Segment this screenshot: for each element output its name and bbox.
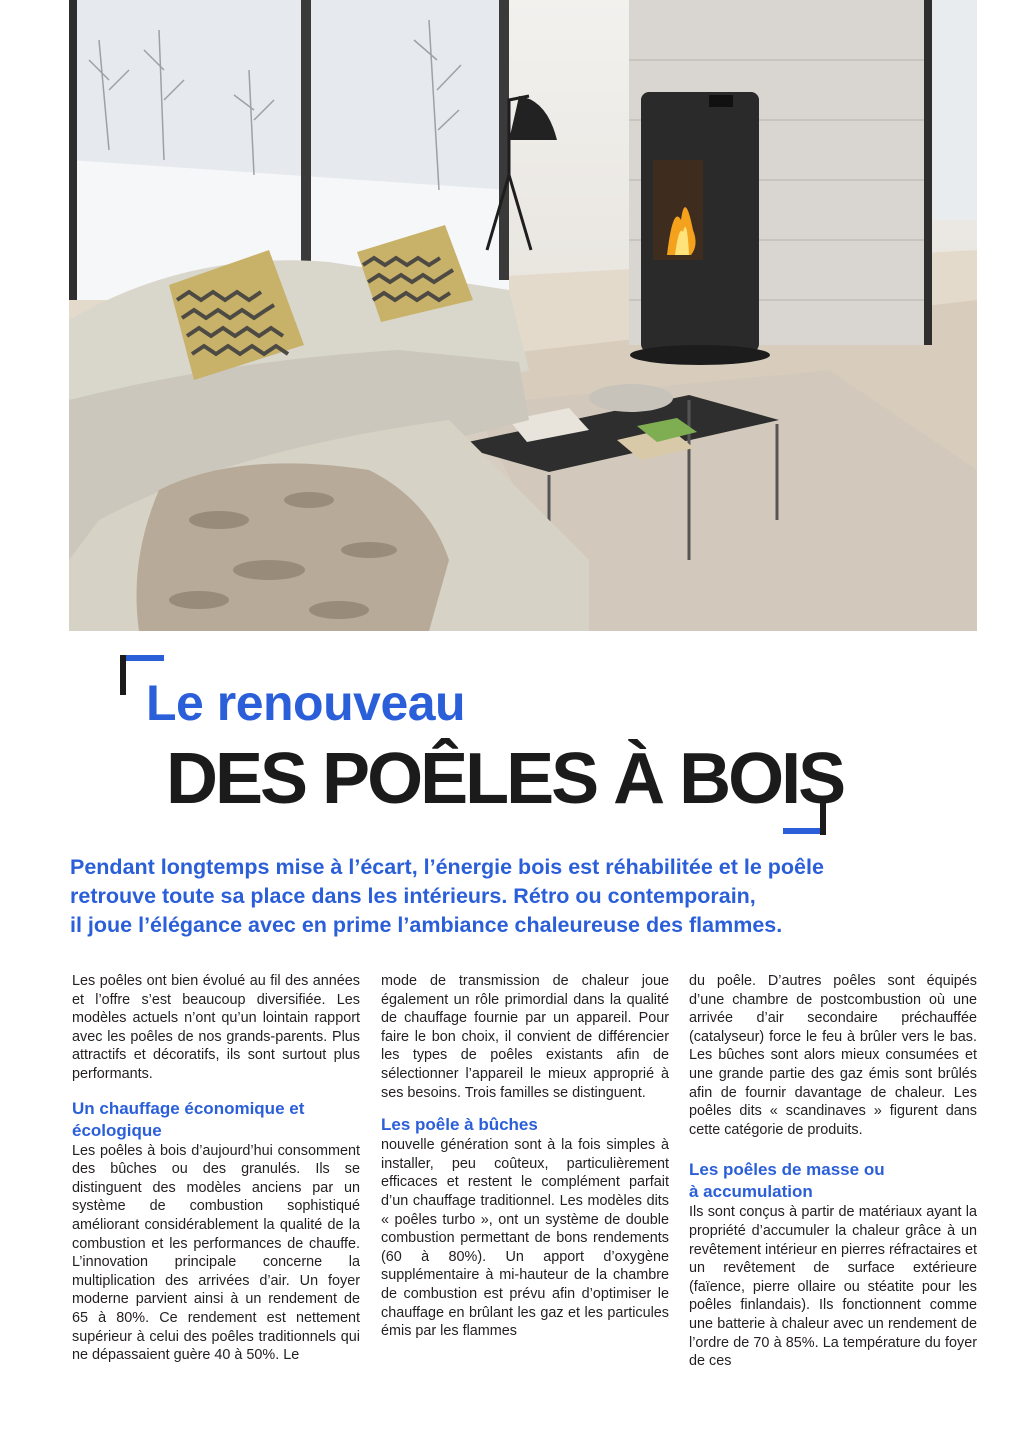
lead-line: retrouve toute sa place dans les intérieurs. Rétro ou contemporain, <box>70 884 756 908</box>
body-paragraph: Les poêles à bois d’aujourd’hui consomment des bûches ou des granulés. Ils se distinguent des modèles anciens par un système de combustion sophistiqué améliorant considérablement la qualité de la combustion et les performances de chauffe. L’innovation principale concerne la multiplication des arrivées d’air. Un foyer moderne parvient ainsi à un rendement de 65 à 80%. Ce rendement est nettement supérieur à celui des poêles traditionnels qui ne dépassaient guère 40 à 50%. Le <box>72 1142 360 1364</box>
section-heading: Un chauffage économique et écologique <box>72 1098 305 1140</box>
hero-photo <box>69 0 977 631</box>
section-heading: Les poêle à bûches <box>381 1115 538 1135</box>
body-paragraph: mode de transmission de chaleur joue également un rôle primordial dans la qualité de chauffage fournie par un appareil. Pour faire le bon choix, il convient de différencier les types de poêles existants afin de sélectionner l’appareil le mieux approprié à ses besoins. Trois familles se distinguent. <box>381 973 669 1101</box>
body-paragraph: Ils sont conçus à partir de matériaux ayant la propriété d’accumuler la chaleur grâce à un revêtement intérieur en pierres réfractaires et un revêtement de surface extérieure (faïence, pierre ollaire ou stéatite pour les poêles finlandais). Ils fonctionnent comme une batterie à chaleur avec un rendement de l’ordre de 70 à 85%. La température du foyer de ces <box>689 1204 977 1370</box>
body-paragraph: nouvelle génération sont à la fois simples à installer, peu coûteux, particulièrement efficaces et restent le complément parfait d’un chauffage traditionnel. Les modèles dits « poêles turbo », ont un système de double combustion permettant de bons rendements (60 à 80%). Un apport d’oxygène supplémentaire à mi-hauteur de la chambre de combustion est prévu afin d’optimiser le chauffage en brûlant les gaz et les particules émis par les flammes <box>381 1137 669 1340</box>
body-column-1 <box>72 972 360 1365</box>
body-column-2 <box>381 972 669 1341</box>
lead-line: il joue l’élégance avec en prime l’ambiance chaleureuse des flammes. <box>70 913 783 937</box>
article-lead <box>70 853 960 940</box>
body-paragraph: du poêle. D’autres poêles sont équipés d’une chambre de postcombustion où une arrivée d’air secondaire préchauffée (catalyseur) force le feu à brûler vers le bas. Les bûches sont alors mieux consumées et une grande partie des gaz émis sont brûlés afin de fournir davantage de chaleur. Les poêles dits « scandinaves » figurent dans cette catégorie de produits. <box>689 973 977 1138</box>
living-room-illustration <box>69 0 977 631</box>
body-paragraph: Les poêles ont bien évolué au fil des années et l’offre s’est beaucoup diversifiée. Les modèles actuels n’ont qu’un lointain rapport avec les poêles de nos grands-parents. Plus attractifs et décoratifs, ils sont surtout plus performants. <box>72 973 360 1082</box>
body-column-3 <box>689 972 977 1371</box>
article-title-line2: DES POÊLES À BOIS <box>166 739 844 819</box>
section-heading: Les poêles de masse ou à accumulation <box>689 1160 885 1202</box>
lead-line: Pendant longtemps mise à l’écart, l’énergie bois est réhabilitée et le poêle <box>70 855 824 879</box>
article-title-line1: Le renouveau <box>146 675 466 731</box>
